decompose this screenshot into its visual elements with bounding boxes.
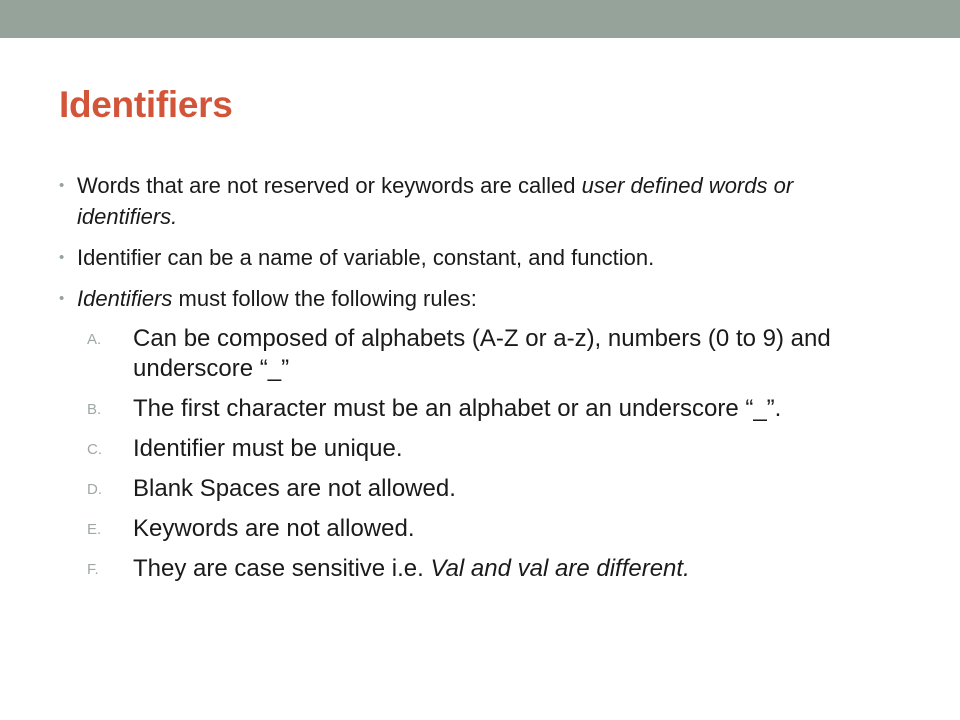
rule-item — [79, 394, 909, 424]
rule-marker: B. — [87, 401, 102, 418]
rule-text: Keywords are not allowed. — [133, 515, 415, 542]
slide-title: Identifiers — [59, 84, 233, 125]
bullet-dot-icon: • — [59, 177, 65, 194]
rule-italic-text: Val and val are different. — [430, 555, 690, 582]
rule-marker: A. — [87, 331, 102, 348]
bullet-item — [59, 283, 909, 314]
bullet-italic-text: user defined words or identifiers. — [77, 173, 794, 229]
bullet-item — [59, 242, 909, 273]
rule-marker: E. — [87, 521, 102, 538]
rule-text: The first character must be an alphabet or an underscore “_”. — [133, 395, 782, 422]
bullet-italic-text: Identifiers — [77, 286, 173, 311]
rule-item — [79, 434, 909, 464]
slide-content — [59, 170, 909, 594]
rule-marker: C. — [87, 441, 102, 458]
rule-marker: D. — [87, 481, 102, 498]
rule-item — [79, 554, 909, 584]
bullet-dot-icon: • — [59, 249, 65, 266]
rule-item — [79, 474, 909, 504]
bullet-dot-icon: • — [59, 290, 65, 307]
rule-text: Can be composed of alphabets (A-Z or a-z), numbers (0 to 9) and underscore “_” — [133, 325, 831, 382]
top-accent-bar — [0, 0, 960, 38]
rule-item — [79, 514, 909, 544]
rule-marker: F. — [87, 561, 99, 578]
bullet-text: Words that are not reserved or keywords are called — [77, 173, 582, 198]
rule-item — [79, 324, 909, 384]
rule-text: They are case sensitive i.e. — [133, 555, 431, 582]
rule-text: Identifier must be unique. — [133, 435, 403, 462]
rule-text: Blank Spaces are not allowed. — [133, 475, 456, 502]
rules-list — [79, 324, 909, 584]
bullet-text: must follow the following rules: — [172, 286, 477, 311]
bullet-text: Identifier can be a name of variable, constant, and function. — [77, 245, 655, 270]
bullet-item — [59, 170, 909, 232]
